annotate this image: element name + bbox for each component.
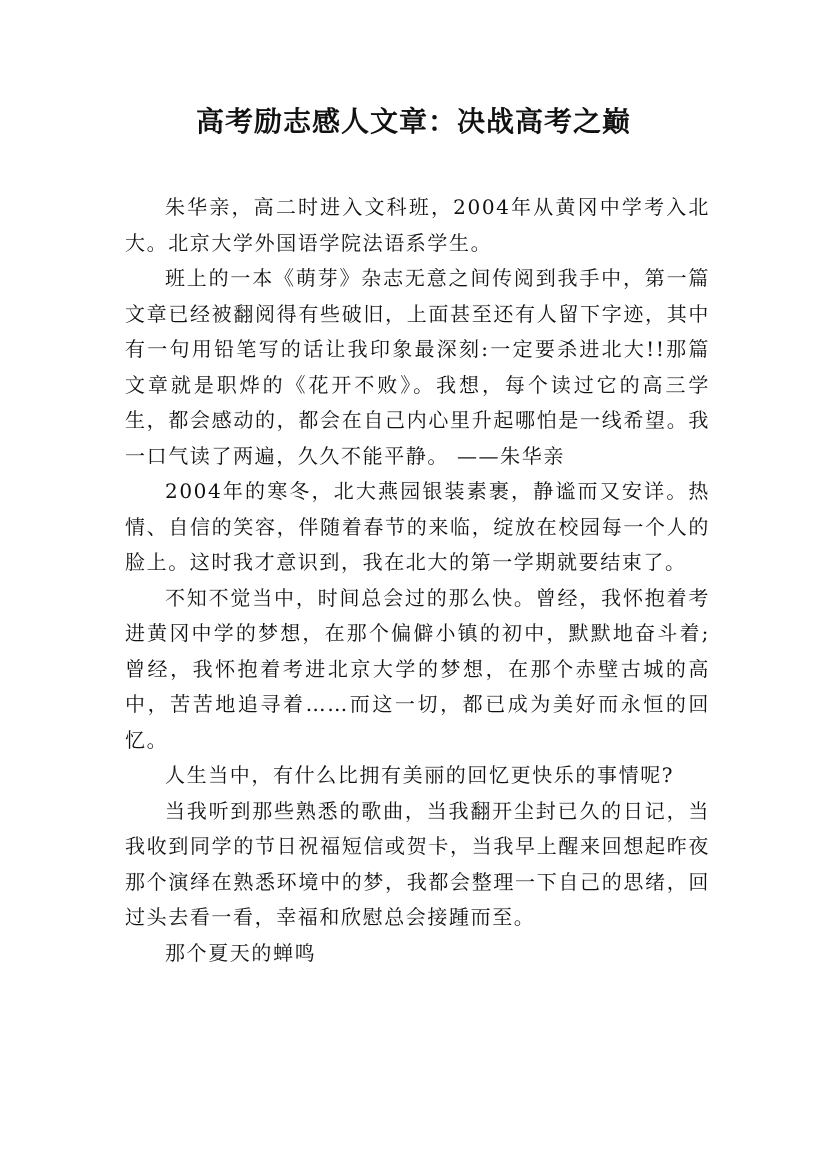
paragraph-mengya: 班上的一本《萌芽》杂志无意之间传阅到我手中，第一篇文章已经被翻阅得有些破旧，上面甚至还有人留下字迹，其中有一句用铅笔写的话让我印象最深刻:一定要杀进北大!!那篇文章就是职烨的《花开不败》。我想，每个读过它的高三学生，都会感动的，都会在自己内心里升起哪怕是一线希望。我一口气读了两遍，久久不能平静。 ——朱华亲 bbox=[125, 266, 710, 468]
document-body bbox=[125, 190, 710, 971]
paragraph-winter: 2004年的寒冬，北大燕园银装素裹，静谧而又安详。热情、自信的笑容，伴随着春节的来临，绽放在校园每一个人的脸上。这时我才意识到，我在北大的第一学期就要结束了。 bbox=[125, 479, 710, 574]
paragraph-intro: 朱华亲，高二时进入文科班，2004年从黄冈中学考入北大。北京大学外国语学院法语系学生。 bbox=[125, 195, 710, 255]
document-title: 高考励志感人文章：决战高考之巅 bbox=[195, 105, 631, 138]
paragraph-question: 人生当中，有什么比拥有美丽的回忆更快乐的事情呢? bbox=[165, 763, 675, 787]
paragraph-happiness: 当我听到那些熟悉的歌曲，当我翻开尘封已久的日记，当我收到同学的节日祝福短信或贺卡，当我早上醒来回想起昨夜那个演绎在熟悉环境中的梦，我都会整理一下自己的思绪，回过头去看一看，幸福和欣慰总会接踵而至。 bbox=[125, 798, 710, 929]
paragraph-memories: 不知不觉当中，时间总会过的那么快。曾经，我怀抱着考进黄冈中学的梦想，在那个偏僻小镇的初中，默默地奋斗着;曾经，我怀抱着考进北京大学的梦想，在那个赤壁古城的高中，苦苦地追寻着……而这一切，都已成为美好而永恒的回忆。 bbox=[125, 585, 710, 752]
paragraph-subheading: 那个夏天的蝉鸣 bbox=[165, 940, 317, 965]
